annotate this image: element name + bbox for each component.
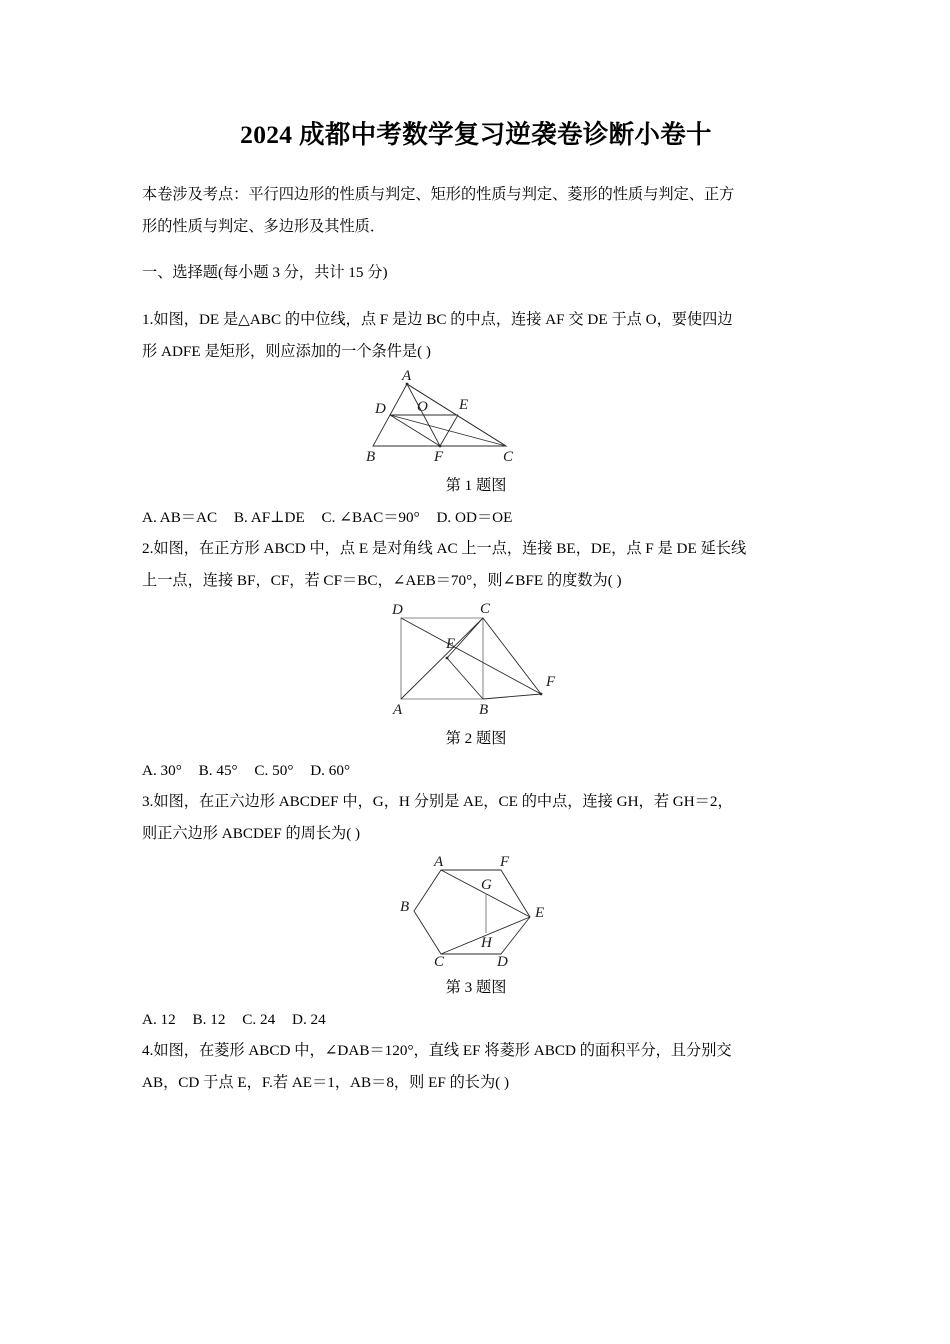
question-3-line-2: 则正六边形 ABCDEF 的周长为( ) bbox=[142, 824, 361, 842]
label-b: B bbox=[366, 449, 376, 466]
figure-question-2 bbox=[142, 596, 810, 723]
figure-3-caption: 第 3 题图 bbox=[445, 979, 507, 997]
question-4-line-2: AB，CD 于点 E，F.若 AE＝1，AB＝8，则 EF 的长为( ) bbox=[142, 1073, 510, 1091]
label-d-3: D bbox=[497, 954, 508, 968]
option-3-a[interactable]: A. 12 bbox=[142, 1010, 176, 1028]
label-c-2: C bbox=[480, 601, 491, 618]
point-e-dot bbox=[446, 657, 449, 660]
label-h-3: H bbox=[481, 935, 492, 952]
question-1-line-1 bbox=[142, 304, 810, 336]
question-2-line-1 bbox=[142, 533, 810, 565]
option-1-c[interactable]: C. ∠BAC＝90° bbox=[321, 508, 420, 526]
label-c: C bbox=[503, 449, 514, 466]
label-g-3: G bbox=[481, 877, 492, 894]
figure-question-3 bbox=[142, 849, 810, 972]
segment-ac bbox=[401, 618, 483, 699]
label-a: A bbox=[402, 368, 412, 385]
question-4-text-1: 如图，在菱形 ABCD 中，∠DAB＝120°，直线 EF 将菱形 ABCD 的面积平分，且分别交 bbox=[153, 1042, 732, 1060]
section-heading-choice: 一、选择题(每小题 3 分，共计 15 分) bbox=[142, 264, 388, 282]
label-e-2: E bbox=[446, 636, 456, 653]
page-title: 2024 成都中考数学复习逆袭卷诊断小卷十 bbox=[240, 120, 712, 149]
figure-1-caption: 第 1 题图 bbox=[445, 477, 507, 495]
page-content bbox=[142, 0, 810, 1098]
triangle-midline-svg bbox=[340, 367, 612, 465]
option-1-d[interactable]: D. OD＝OE bbox=[436, 508, 513, 526]
intro-line-1: 本卷涉及考点：平行四边形的性质与判定、矩形的性质与判定、菱形的性质与判定、正方 bbox=[142, 186, 735, 204]
label-a-3: A bbox=[434, 854, 444, 871]
question-4-line-1 bbox=[142, 1035, 810, 1067]
option-1-a[interactable]: A. AB＝AC bbox=[142, 508, 218, 526]
question-3-line-1 bbox=[142, 786, 810, 818]
question-1-line-2: 形 ADFE 是矩形，则应添加的一个条件是( ) bbox=[142, 342, 431, 360]
label-f-3: F bbox=[500, 854, 510, 871]
label-e-3: E bbox=[535, 905, 545, 922]
point-f-dot bbox=[439, 445, 442, 448]
option-2-c[interactable]: C. 50° bbox=[254, 761, 294, 779]
segment-dc bbox=[390, 415, 506, 446]
question-4-number: 4. bbox=[142, 1042, 154, 1060]
label-e: E bbox=[459, 397, 469, 414]
question-2-line-2: 上一点，连接 BF，CF，若 CF＝BC，∠AEB＝70°，则∠BFE 的度数为( ) bbox=[142, 571, 622, 589]
segment-cf bbox=[483, 618, 541, 694]
question-2-number: 2. bbox=[142, 540, 154, 558]
figure-question-1 bbox=[142, 367, 810, 470]
label-c-3: C bbox=[434, 954, 445, 968]
label-f-2: F bbox=[546, 674, 556, 691]
option-3-b[interactable]: B. 12 bbox=[192, 1010, 226, 1028]
option-3-c[interactable]: C. 24 bbox=[242, 1010, 276, 1028]
question-1-number: 1. bbox=[142, 311, 154, 329]
square-diagonal-svg bbox=[376, 596, 576, 718]
figure-2-caption: 第 2 题图 bbox=[445, 730, 507, 748]
question-3-number: 3. bbox=[142, 793, 154, 811]
label-a-2: A bbox=[393, 702, 403, 719]
option-2-d[interactable]: D. 60° bbox=[310, 761, 351, 779]
label-f: F bbox=[434, 449, 444, 466]
question-1-options bbox=[142, 502, 810, 534]
option-2-a[interactable]: A. 30° bbox=[142, 761, 182, 779]
label-b-2: B bbox=[479, 702, 489, 719]
point-f-dot-2 bbox=[540, 693, 543, 696]
regular-hexagon-svg bbox=[396, 849, 556, 967]
label-d-2: D bbox=[392, 602, 403, 619]
label-d: D bbox=[375, 401, 386, 418]
question-3-options bbox=[142, 1004, 810, 1036]
question-2-text-1: 如图，在正方形 ABCD 中，点 E 是对角线 AC 上一点，连接 BE，DE，点 F 是 DE 延长线 bbox=[153, 540, 747, 558]
segment-df bbox=[390, 415, 440, 446]
question-1-text-1: 如图，DE 是△ABC 的中位线，点 F 是边 BC 的中点，连接 AF 交 DE 于点 O，要使四边 bbox=[153, 311, 733, 329]
question-3-text-1: 如图，在正六边形 ABCDEF 中，G，H 分别是 AE，CE 的中点，连接 GH，若 GH＝2， bbox=[153, 793, 733, 811]
option-2-b[interactable]: B. 45° bbox=[198, 761, 238, 779]
label-o: O bbox=[417, 399, 428, 416]
segment-be bbox=[447, 658, 483, 699]
label-b-3: B bbox=[400, 899, 410, 916]
intro-line-2: 形的性质与判定、多边形及其性质． bbox=[142, 217, 385, 235]
option-3-d[interactable]: D. 24 bbox=[291, 1010, 326, 1028]
option-1-b[interactable]: B. AF⊥DE bbox=[233, 508, 305, 526]
segment-bf bbox=[483, 694, 541, 699]
question-2-options bbox=[142, 755, 810, 787]
